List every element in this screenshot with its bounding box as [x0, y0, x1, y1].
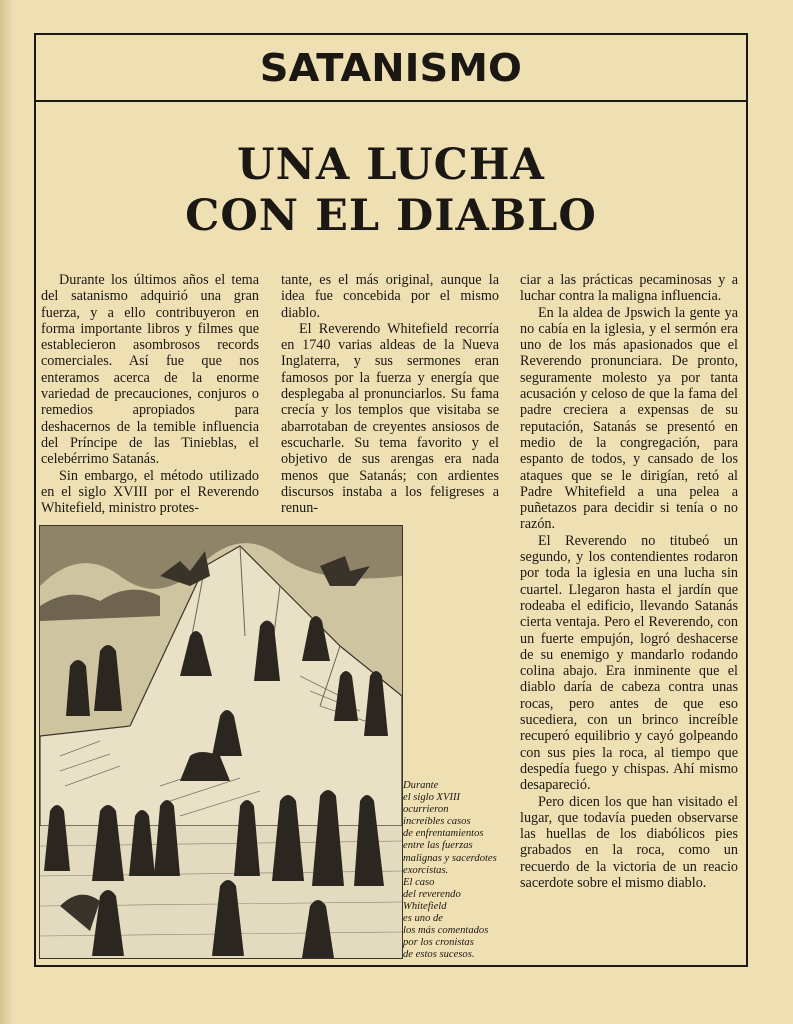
paragraph: Sin embargo, el método utilizado en el siglo XVIII por el Reverendo Whitefield, ministro protes- [41, 467, 259, 517]
article-frame [34, 33, 748, 967]
caption-line: El caso [403, 876, 435, 888]
text-column-1 [41, 272, 259, 516]
caption-line: los más comentados [403, 925, 489, 937]
caption-line: exorcistas. [403, 864, 449, 876]
section-title: SATANISMO [259, 45, 523, 90]
engraving-illustration [39, 525, 403, 959]
caption-line: el siglo XVIII [403, 792, 461, 804]
image-caption [403, 780, 515, 961]
paragraph: En la aldea de Jpswich la gente ya no cabía en la iglesia, y el sermón era uno de los más apasionados que el Reverendo pronunciara. De pronto, seguramente molesto ya por tanta acusación y celoso de que la fama del padre creciera a expensas de su reputación, Satanás se presentó en medio de la congregación, para espanto de todos, y cansado de los ataques que se le dirigían, retó al Padre Whitefield a una pelea a puñetazos para decidir si tenía o no razón. [520, 304, 738, 533]
page-edge [0, 0, 14, 1024]
paragraph: El Reverendo no titubeó un segundo, y los contendientes rodaron por toda la iglesia en una lucha sin cuartel. Llegaron hasta el jardín que rodeaba el edificio, llevando Satanás cierta ventaja. Pero el Reverendo, con un fuerte empujón, logró deshacerse de su enemigo y mandarlo rodando colina abajo. Era inminente que el diablo daría de cabeza contra unas rocas, pero antes de que eso sucediera, con un brinco increíble recuperó equilibrio y cayó golpeando con sus pies la roca, al tiempo que despedía fuego y chispas. Ahí mismo desapareció. [520, 532, 738, 794]
section-header [36, 35, 746, 102]
caption-line: entre las fuerzas [403, 840, 473, 852]
engraving-drawing [40, 526, 402, 958]
caption-line: del reverendo [403, 888, 461, 900]
paragraph: tante, es el más original, aunque la idea fue concebida por el mismo diablo. [281, 272, 499, 321]
text-column-2 [281, 272, 499, 516]
paragraph: Pero dicen los que han visitado el lugar, que todavía pueden observarse las huellas de los diabólicos pies grabados en la roca, como un recuerdo de la victoria de un reacio sacerdote sobre el mismo diablo. [520, 793, 738, 891]
caption-line: por los cronistas [403, 937, 474, 949]
caption-line: increíbles casos [403, 816, 471, 828]
paragraph: ciar a las prácticas pecaminosas y a luchar contra la maligna influencia. [520, 272, 738, 305]
caption-line: Durante [403, 780, 439, 791]
caption-line: malignas y sacerdotes [403, 852, 497, 864]
paragraph: El Reverendo Whitefield recorría en 1740 varias aldeas de la Nueva Inglaterra, y sus sermones eran famosos por la fuerza y energía que desplegaba al pronunciarlos. Su fama crecía y los templos que visitaba se abarrotaban de creyentes ansiosos de escucharle. Su tema favorito y el objetivo de sus arengas era nada menos que Satanás; con ardientes discursos instaba a los feligreses a renun- [281, 320, 499, 517]
caption-line: de estos sucesos. [403, 949, 475, 961]
headline-line-2: CON EL DIABLO [185, 191, 597, 241]
headline-line-1: UNA LUCHA [237, 140, 545, 190]
headline [36, 140, 746, 242]
paragraph: Durante los últimos años el tema del satanismo adquirió una gran fuerza, y a ello contribuyeron en forma importante libros y filmes que establecieron asombrosos records comerciales. Así fue que nos enteramos acerca de la enorme variedad de precauciones, conjuros o remedios apropiados para deshacernos de la temible influencia del Príncipe de las Tinieblas, el celebérrimo Satanás. [41, 272, 259, 468]
text-column-3 [520, 272, 738, 891]
caption-line: es uno de [403, 913, 444, 925]
caption-line: de enfrentamientos [403, 828, 484, 840]
caption-line: Whitefield [403, 900, 447, 912]
caption-line: ocurrieron [403, 804, 449, 816]
